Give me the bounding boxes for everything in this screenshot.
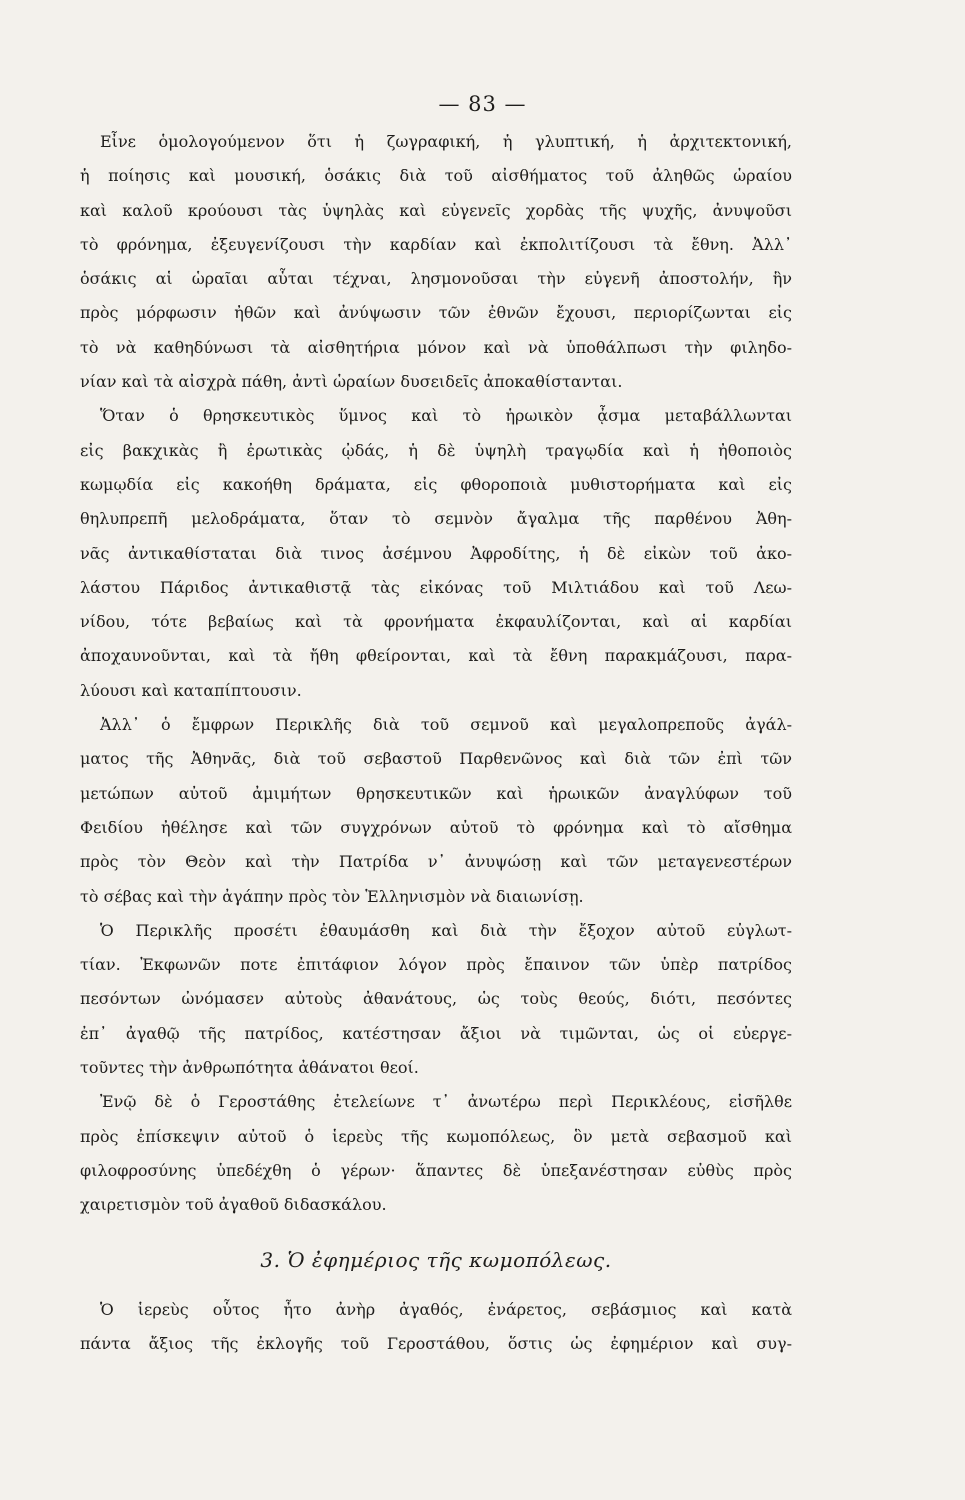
text-line: πάντα ἄξιος τῆς ἐκλογῆς τοῦ Γεροστάθου, ὅστις ὡς ἐφημέριον καὶ συγ- (80, 1333, 792, 1353)
text-line: τοῦντες τὴν ἀνθρωπότητα ἀθάνατοι θεοί. (80, 1058, 419, 1078)
text-line: μετώπων αὐτοῦ ἀμιμήτων θρησκευτικῶν καὶ ἡρωικῶν ἀναγλύφων τοῦ (80, 783, 792, 803)
text-line: νᾶς ἀντικαθίσταται διὰ τινος ἀσέμνου Ἀφροδίτης, ἡ δὲ εἰκὼν τοῦ ἀκο- (80, 543, 792, 563)
section-heading: 3. Ὁ ἐφημέριος τῆς κωμοπόλεως. (260, 1247, 612, 1272)
text-line: πεσόντων ὠνόμασεν αὐτοὺς ἀθανάτους, ὡς τοὺς θεούς, διότι, πεσόντες (80, 989, 792, 1009)
text-line: ἀποχαυνοῦνται, καὶ τὰ ἤθη φθείρονται, καὶ τὰ ἔθνη παρακμάζουσι, παρα- (80, 646, 792, 666)
text-line: εἰς βακχικὰς ἢ ἐρωτικὰς ᾠδάς, ἡ δὲ ὑψηλὴ τραγῳδία καὶ ἡ ἠθοποιὸς (80, 440, 792, 460)
text-line: ἡ ποίησις καὶ μουσική, ὁσάκις διὰ τοῦ αἰσθήματος τοῦ ἀληθῶς ὡραίου (80, 166, 792, 186)
text-line: φιλοφροσύνης ὑπεδέχθη ὁ γέρων· ἅπαντες δὲ ὑπεξανέστησαν εὐθὺς πρὸς (80, 1160, 792, 1180)
text-line: ἐπ᾽ ἀγαθῷ τῆς πατρίδος, κατέστησαν ἄξιοι νὰ τιμῶνται, ὡς οἱ εὐεργε- (80, 1023, 792, 1043)
text-line: νίδου, τότε βεβαίως καὶ τὰ φρονήματα ἐκφαυλίζονται, καὶ αἱ καρδίαι (80, 612, 792, 632)
text-line: πρὸς ἐπίσκεψιν αὐτοῦ ὁ ἱερεὺς τῆς κωμοπόλεως, ὃν μετὰ σεβασμοῦ καὶ (80, 1126, 792, 1146)
text-line: λύουσι καὶ καταπίπτουσιν. (80, 680, 302, 700)
text-line: πρὸς τὸν Θεὸν καὶ τὴν Πατρίδα ν᾽ ἀνυψώσῃ καὶ τῶν μεταγενεστέρων (80, 852, 792, 872)
text-line: Φειδίου ἠθέλησε καὶ τῶν συγχρόνων αὐτοῦ τὸ φρόνημα καὶ τὸ αἴσθημα (80, 817, 792, 837)
text-line: ματος τῆς Ἀθηνᾶς, διὰ τοῦ σεβαστοῦ Παρθενῶνος καὶ διὰ τῶν ἐπὶ τῶν (80, 749, 792, 769)
text-line: Ὅταν ὁ θρησκευτικὸς ὕμνος καὶ τὸ ἡρωικὸν ᾆσμα μεταβάλλωνται (100, 406, 792, 426)
text-line: τὸ φρόνημα, ἐξευγενίζουσι τὴν καρδίαν καὶ ἐκπολιτίζουσι τὰ ἔθνη. Ἀλλ᾽ (80, 234, 792, 254)
text-line: θηλυπρεπῆ μελοδράματα, ὅταν τὸ σεμνὸν ἄγαλμα τῆς παρθένου Ἀθη- (80, 509, 792, 529)
text-line: κωμῳδία εἰς κακοήθη δράματα, εἰς φθοροποιὰ μυθιστορήματα καὶ εἰς (80, 474, 792, 494)
body-text (80, 125, 792, 1361)
text-line: Ὁ ἱερεὺς οὗτος ἦτο ἀνὴρ ἀγαθός, ἐνάρετος, σεβάσμιος καὶ κατὰ (100, 1299, 792, 1319)
text-line: χαιρετισμὸν τοῦ ἀγαθοῦ διδασκάλου. (80, 1195, 387, 1215)
text-line: Ἐνῷ δὲ ὁ Γεροστάθης ἐτελείωνε τ᾽ ἀνωτέρω περὶ Περικλέους, εἰσῆλθε (100, 1092, 792, 1112)
text-line: τὸ νὰ καθηδύνωσι τὰ αἰσθητήρια μόνον καὶ νὰ ὑποθάλπωσι τὴν φιληδο- (80, 337, 792, 357)
text-line: νίαν καὶ τὰ αἰσχρὰ πάθη, ἀντὶ ὡραίων δυσειδεῖς ἀποκαθίστανται. (80, 372, 623, 392)
text-line: πρὸς μόρφωσιν ἠθῶν καὶ ἀνύψωσιν τῶν ἐθνῶν ἔχουσι, περιορίζωνται εἰς (80, 303, 792, 323)
page-number: — 83 — (438, 92, 527, 116)
text-line: Ἀλλ᾽ ὁ ἔμφρων Περικλῆς διὰ τοῦ σεμνοῦ καὶ μεγαλοπρεποῦς ἀγάλ- (100, 715, 792, 735)
text-line: ὁσάκις αἱ ὡραῖαι αὗται τέχναι, λησμονοῦσαι τὴν εὐγενῆ ἀποστολήν, ἣν (80, 269, 792, 289)
text-line: Εἶνε ὁμολογούμενον ὅτι ἡ ζωγραφική, ἡ γλυπτική, ἡ ἀρχιτεκτονική, (100, 132, 792, 151)
text-line: Ὁ Περικλῆς προσέτι ἐθαυμάσθη καὶ διὰ τὴν ἔξοχον αὐτοῦ εὐγλωτ- (100, 920, 792, 940)
text-line: καὶ καλοῦ κρούουσι τὰς ὑψηλὰς καὶ εὐγενεῖς χορδὰς τῆς ψυχῆς, ἀνυψοῦσι (80, 200, 792, 220)
text-line: λάστου Πάριδος ἀντικαθιστᾷ τὰς εἰκόνας τοῦ Μιλτιάδου καὶ τοῦ Λεω- (80, 577, 792, 597)
text-line: τίαν. Ἐκφωνῶν ποτε ἐπιτάφιον λόγον πρὸς ἔπαινον τῶν ὑπὲρ πατρίδος (80, 955, 792, 975)
text-line: τὸ σέβας καὶ τὴν ἀγάπην πρὸς τὸν Ἑλληνισμὸν νὰ διαιωνίσῃ. (80, 886, 584, 906)
